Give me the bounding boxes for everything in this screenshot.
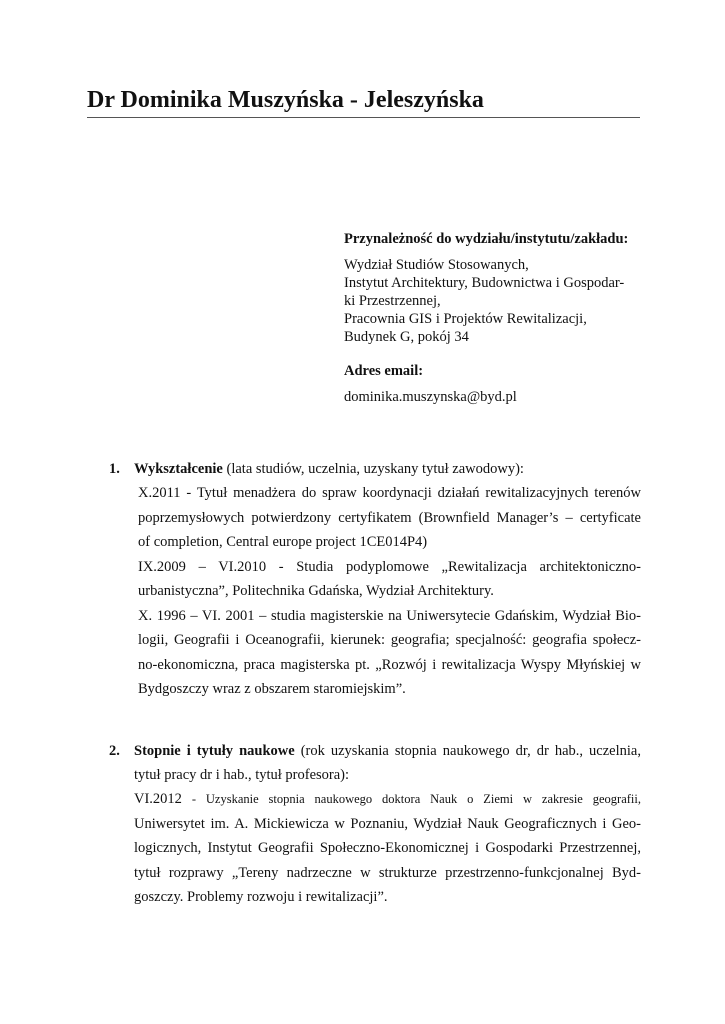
body-line: no-ekonomiczna, praca magisterska pt. „Rozwój i rewitalizacja Wyspy Młyńskiej w	[138, 656, 641, 673]
section-title: Wykształcenie	[134, 461, 223, 477]
section-number: 1.	[109, 461, 120, 477]
body-line: goszczy. Problemy rozwoju i rewitalizacji”.	[134, 889, 388, 905]
affiliation-block	[344, 230, 644, 406]
body-line: X. 1996 – VI. 2001 – studia magisterskie na Uniwersytecie Gdańskim, Wydział Bio-	[138, 607, 641, 624]
section-number: 2.	[109, 743, 120, 759]
address-line: Budynek G, pokój 34	[344, 329, 469, 345]
degrees-heading-cont: tytuł pracy dr i hab., tytuł profesora):	[134, 767, 350, 783]
degrees-heading	[109, 739, 641, 763]
degrees-section	[109, 739, 641, 910]
body-line: IX.2009 – VI.2010 - Studia podyplomowe „Rewitalizacja architektoniczno-	[138, 558, 641, 575]
education-body	[109, 481, 641, 702]
body-line: poprzemysłowych potwierdzony certyfikatem (Brownfield Manager’s – certyficate	[138, 509, 641, 526]
body-line: Bydgoszczy wraz z obszarem staromiejskim”.	[138, 681, 406, 697]
body-line: urbanistyczna”, Politechnika Gdańska, Wydział Architektury.	[138, 583, 494, 599]
education-section	[109, 457, 641, 702]
degree-date: VI.2012	[134, 791, 182, 807]
body-line: Uniwersytet im. A. Mickiewicza w Poznaniu, Wydział Nauk Geograficznych i Geo-	[134, 815, 641, 832]
education-heading	[109, 457, 641, 481]
body-line: of completion, Central europe project 1CE014P4)	[138, 534, 428, 550]
address-line: Pracownia GIS i Projektów Rewitalizacji,	[344, 311, 587, 327]
address-line: ki Przestrzennej,	[344, 293, 441, 309]
body-line: X.2011 - Tytuł menadżera do spraw koordynacji działań rewitalizacyjnych terenów	[138, 485, 641, 501]
section-title: Stopnie i tytuły naukowe	[134, 743, 295, 759]
body-line: logii, Geografii i Oceanografii, kierunek: geografia; specjalność: geografia społecz-	[138, 632, 641, 648]
section-note: (rok uzyskania stopnia naukowego dr, dr hab., uczelnia,	[294, 743, 641, 759]
section-note: (lata studiów, uczelnia, uzyskany tytuł zawodowy):	[222, 461, 524, 477]
address-line: Instytut Architektury, Budownictwa i Gospodar-	[344, 275, 625, 291]
address-line: Wydział Studiów Stosowanych,	[344, 257, 529, 273]
degree-text: - Uzyskanie stopnia naukowego doktora Nauk o Ziemi w zakresie geografii,	[181, 792, 641, 806]
email-label: Adres email:	[344, 363, 424, 379]
affiliation-address	[344, 256, 644, 346]
page-title: Dr Dominika Muszyńska - Jeleszyńska	[87, 84, 640, 118]
degrees-body	[109, 787, 641, 910]
body-line: tytuł rozprawy „Tereny nadrzeczne w strukturze przestrzenno-funkcjonalnej Byd-	[134, 864, 641, 881]
affiliation-label: Przynależność do wydziału/instytutu/zakładu:	[344, 231, 629, 247]
body-line	[134, 787, 641, 812]
email-value: dominika.muszynska@byd.pl	[344, 389, 517, 405]
body-line: logicznych, Instytut Geografii Społeczno-Ekonomicznej i Gospodarki Przestrzennej,	[134, 840, 641, 856]
